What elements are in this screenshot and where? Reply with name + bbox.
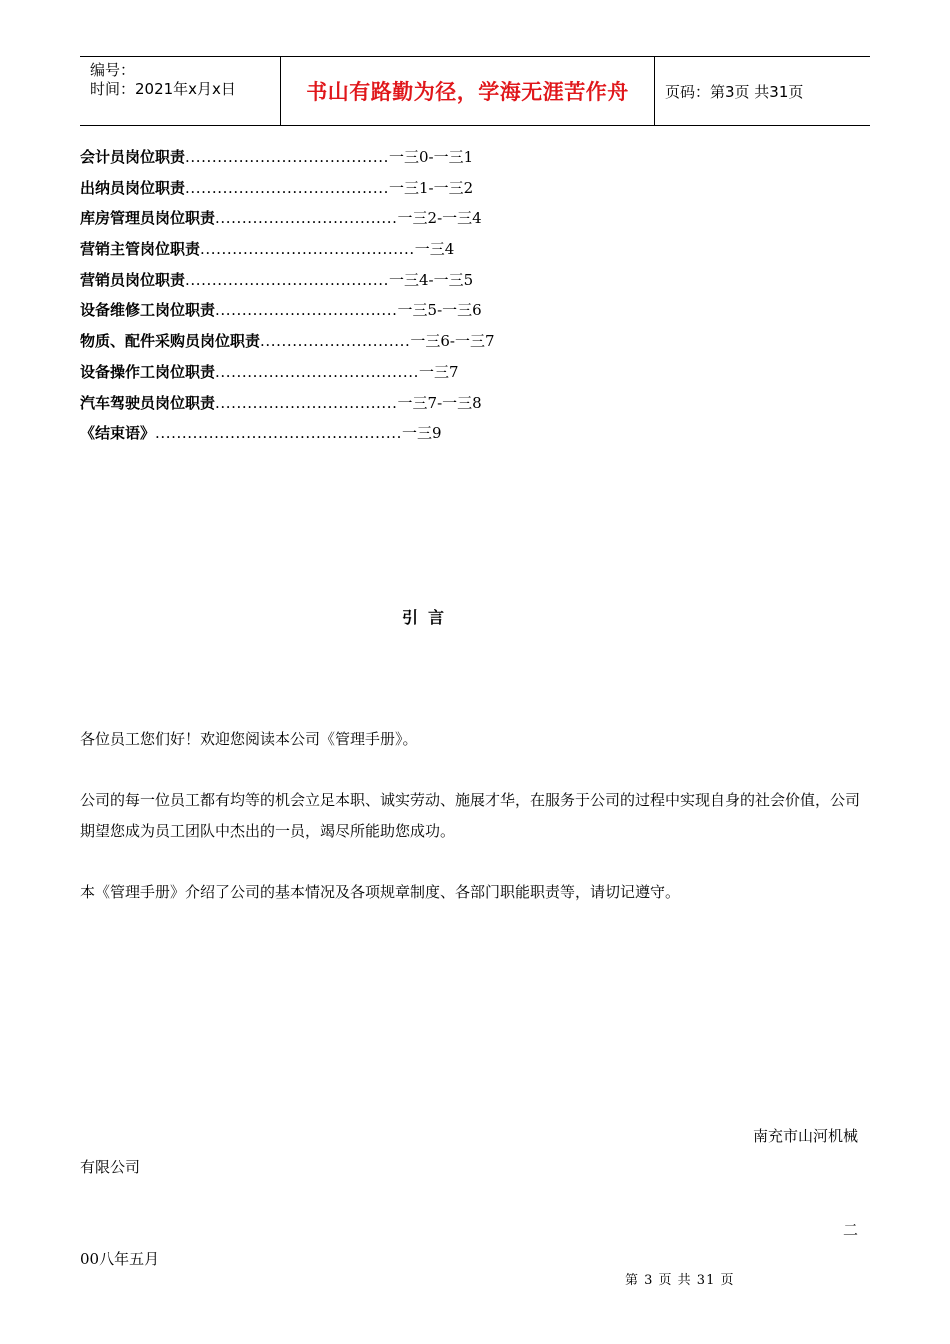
toc-entry[interactable] [80,361,640,392]
toc-entry[interactable] [80,392,640,423]
toc-page: 一三0-一三1 [389,148,474,166]
toc-leader: ...................................... [185,148,390,166]
toc-leader: .................................. [215,301,398,320]
toc-title: 物质、配件采购员岗位职责 [80,332,261,351]
toc-entry[interactable] [80,207,640,238]
toc-title: 汽车驾驶员岗位职责 [80,393,216,412]
toc-title: 营销员岗位职责 [80,270,186,289]
toc-leader: .............................................. [155,424,402,443]
document-number: 编号： [90,61,136,79]
toc-entry[interactable] [80,422,640,453]
toc-page: 一三9 [401,424,442,443]
toc-page: 一三2-一三4 [397,209,482,228]
toc-entry[interactable] [80,269,640,300]
table-of-contents [80,146,640,453]
header-page-number: 页码：第3页 共31页 [665,82,804,101]
toc-page: 一三6-一三7 [410,332,495,351]
toc-entry[interactable] [80,299,640,330]
toc-title: 库房管理员岗位职责 [80,209,216,228]
toc-leader: ............................ [260,332,411,351]
toc-title: 会计员岗位职责 [80,148,186,166]
header-meta [80,57,281,125]
signature-date: 二 [842,1221,858,1239]
toc-entry[interactable] [80,177,640,208]
toc-entry[interactable] [80,330,640,361]
signature-date-continued: 00八年五月 [80,1250,160,1268]
toc-page: 一三1-一三2 [389,178,474,197]
toc-leader: ...................................... [185,270,390,289]
document-time: 时间：2021年x月x日 [90,80,236,98]
toc-title: 出纳员岗位职责 [80,178,186,197]
header-motto: 书山有路勤为径，学海无涯苦作舟 [281,57,655,125]
intro-paragraph: 公司的每一位员工都有均等的机会立足本职、诚实劳动、施展才华，在服务于公司的过程中实现自身的社会价值，公司期望您成为员工团队中杰出的一员，竭尽所能助您成功。 [80,791,861,840]
toc-leader: ........................................ [200,240,415,259]
intro-paragraph: 本《管理手册》介绍了公司的基本情况及各项规章制度、各部门职能职责等，请切记遵守。 [80,883,681,901]
toc-title: 营销主管岗位职责 [80,240,201,259]
toc-leader: .................................. [215,393,398,412]
toc-entry[interactable] [80,238,640,269]
company-signature: 南充市山河机械 [752,1127,858,1145]
toc-page: 一三5-一三6 [397,301,482,320]
toc-page: 一三4 [414,240,455,259]
toc-page: 一三7-一三8 [397,393,482,412]
toc-leader: .................................. [215,209,398,228]
page-footer: 第 3 页 共 31 页 [625,1273,735,1288]
page-header [80,56,870,126]
toc-title: 《结束语》 [80,424,156,443]
toc-page: 一三7 [419,362,459,381]
toc-title: 设备操作工岗位职责 [80,362,216,381]
toc-leader: ...................................... [185,178,390,197]
toc-title: 设备维修工岗位职责 [80,301,216,320]
intro-greeting: 各位员工您们好！欢迎您阅读本公司《管理手册》。 [80,730,418,748]
toc-entry[interactable] [80,146,640,177]
toc-page: 一三4-一三5 [389,270,474,289]
company-signature-continued: 有限公司 [80,1158,141,1176]
toc-leader: ...................................... [215,362,420,381]
section-heading: 引言 [401,608,454,627]
